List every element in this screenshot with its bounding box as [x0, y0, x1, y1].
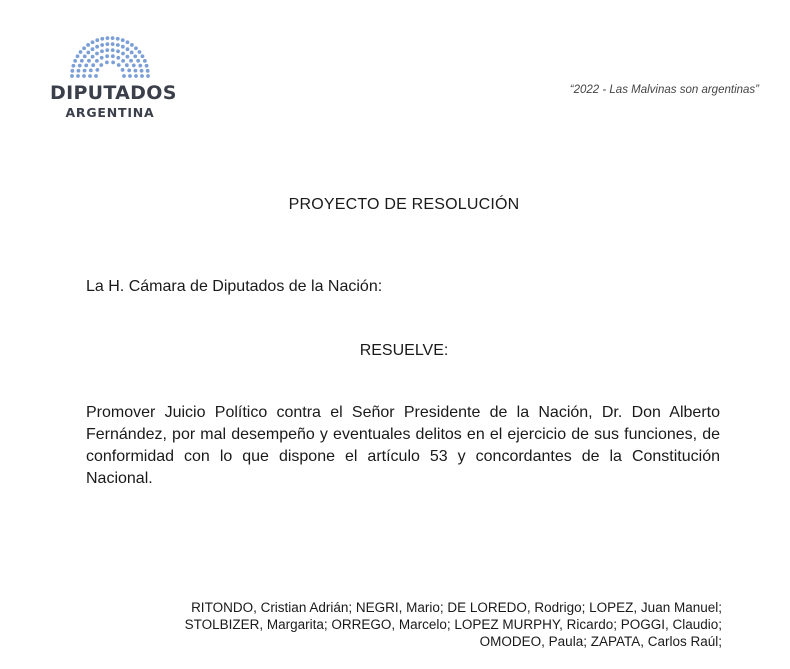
- logo-dot: [70, 69, 74, 73]
- logo-dot: [146, 69, 150, 73]
- logo-dot: [134, 46, 138, 50]
- logo-dot: [70, 74, 74, 78]
- logo-dot: [105, 42, 109, 46]
- logo-dot: [136, 59, 140, 63]
- logo-dot: [106, 36, 110, 40]
- logo-country: ARGENTINA: [65, 105, 155, 120]
- document-title: PROYECTO DE RESOLUCIÓN: [288, 196, 520, 213]
- logo-dot: [111, 60, 115, 64]
- logo-name: DIPUTADOS: [50, 82, 177, 104]
- logo-dot: [91, 55, 95, 59]
- logo-dot: [138, 64, 142, 68]
- resolution-body: Promover Juicio Político contra el Señor Presidente de la Nación, Dr. Don Alberto Fernández, por mal desempeño y eventuales delitos en el ejercicio de sus funciones, de conformidad con lo que dispone el artículo 53 y concordantes de la Constitución Nacional.: [86, 404, 720, 487]
- logo-dot: [95, 38, 99, 42]
- logo-dot: [72, 64, 76, 68]
- signers-line: RITONDO, Cristian Adrián; NEGRI, Mario; DE LOREDO, Rodrigo; LOPEZ, Juan Manuel;: [191, 600, 722, 615]
- logo-dot: [94, 74, 98, 78]
- logo-dot: [122, 74, 126, 78]
- logo-dot: [95, 52, 99, 56]
- logo-dot: [91, 40, 95, 44]
- logo-dot: [79, 50, 83, 54]
- logo-dot: [100, 56, 104, 60]
- logo-dot: [87, 59, 91, 63]
- logo-dot: [105, 48, 109, 52]
- logo-dot: [127, 68, 131, 72]
- logo-dot: [143, 59, 147, 63]
- logo-dot: [130, 51, 134, 55]
- logo-dot: [116, 56, 120, 60]
- logo-dot: [105, 60, 109, 64]
- logo-dot: [130, 43, 134, 47]
- signers-line: STOLBIZER, Margarita; ORREGO, Marcelo; LOPEZ MURPHY, Ricardo; POGGI, Claudio;: [184, 617, 722, 632]
- logo-dot: [121, 68, 125, 72]
- logo-dot: [111, 42, 115, 46]
- logo-dot: [76, 74, 80, 78]
- logo-dot: [126, 47, 130, 51]
- logo-dot: [125, 63, 129, 67]
- logo-dot: [134, 69, 138, 73]
- resolve-heading: RESUELVE:: [359, 342, 449, 359]
- logo-dot: [91, 47, 95, 51]
- logo-dot: [138, 50, 142, 54]
- diputados-logo: [44, 32, 177, 124]
- logo-dot: [116, 43, 120, 47]
- logo-dot: [82, 74, 86, 78]
- logo-dot: [128, 74, 132, 78]
- logo-dot: [134, 74, 138, 78]
- logo-dot: [121, 38, 125, 42]
- logo-dot: [78, 64, 82, 68]
- logo-dot: [105, 54, 109, 58]
- logo-dot: [116, 37, 120, 41]
- logo-dot: [86, 43, 90, 47]
- logo-dot: [111, 36, 115, 40]
- logo-dot: [95, 45, 99, 49]
- logo-dot: [121, 59, 125, 63]
- signers-list: [82, 599, 722, 650]
- logo-dot: [73, 59, 77, 63]
- motto: “2022 - Las Malvinas son argentinas”: [569, 84, 759, 96]
- logo-dot: [86, 51, 90, 55]
- logo-dot: [83, 54, 87, 58]
- logo-dot: [100, 43, 104, 47]
- logo-dot: [145, 64, 149, 68]
- logo-dot: [89, 68, 93, 72]
- logo-dot: [132, 64, 136, 68]
- logo-dot: [117, 63, 121, 67]
- logo-dot: [121, 45, 125, 49]
- addressee: La H. Cámara de Diputados de la Nación:: [86, 278, 383, 295]
- logo-dot: [100, 49, 104, 53]
- logo-dot: [100, 37, 104, 41]
- logo-dot: [91, 63, 95, 67]
- logo-dot: [126, 40, 130, 44]
- logo-dot: [141, 54, 145, 58]
- logo-dot: [111, 48, 115, 52]
- logo-dot: [88, 74, 92, 78]
- logo-dot: [95, 68, 99, 72]
- logo-dot: [121, 52, 125, 56]
- logo-dot: [82, 46, 86, 50]
- logo-dot: [80, 59, 84, 63]
- logo-dot: [140, 69, 144, 73]
- logo-dot: [76, 54, 80, 58]
- logo-dot: [77, 69, 81, 73]
- logo-dot: [99, 63, 103, 67]
- logo-dot: [83, 69, 87, 73]
- logo-dot: [116, 49, 120, 53]
- signers-line: OMODEO, Paula; ZAPATA, Carlos Raúl;: [479, 634, 722, 649]
- logo-dot: [146, 74, 150, 78]
- logo-dot: [133, 54, 137, 58]
- logo-dot: [140, 74, 144, 78]
- logo-dot: [129, 59, 133, 63]
- logo-dot: [95, 59, 99, 63]
- hemicycle-icon: [60, 32, 160, 78]
- logo-dot: [84, 64, 88, 68]
- logo-dot: [126, 55, 130, 59]
- logo-dot: [111, 54, 115, 58]
